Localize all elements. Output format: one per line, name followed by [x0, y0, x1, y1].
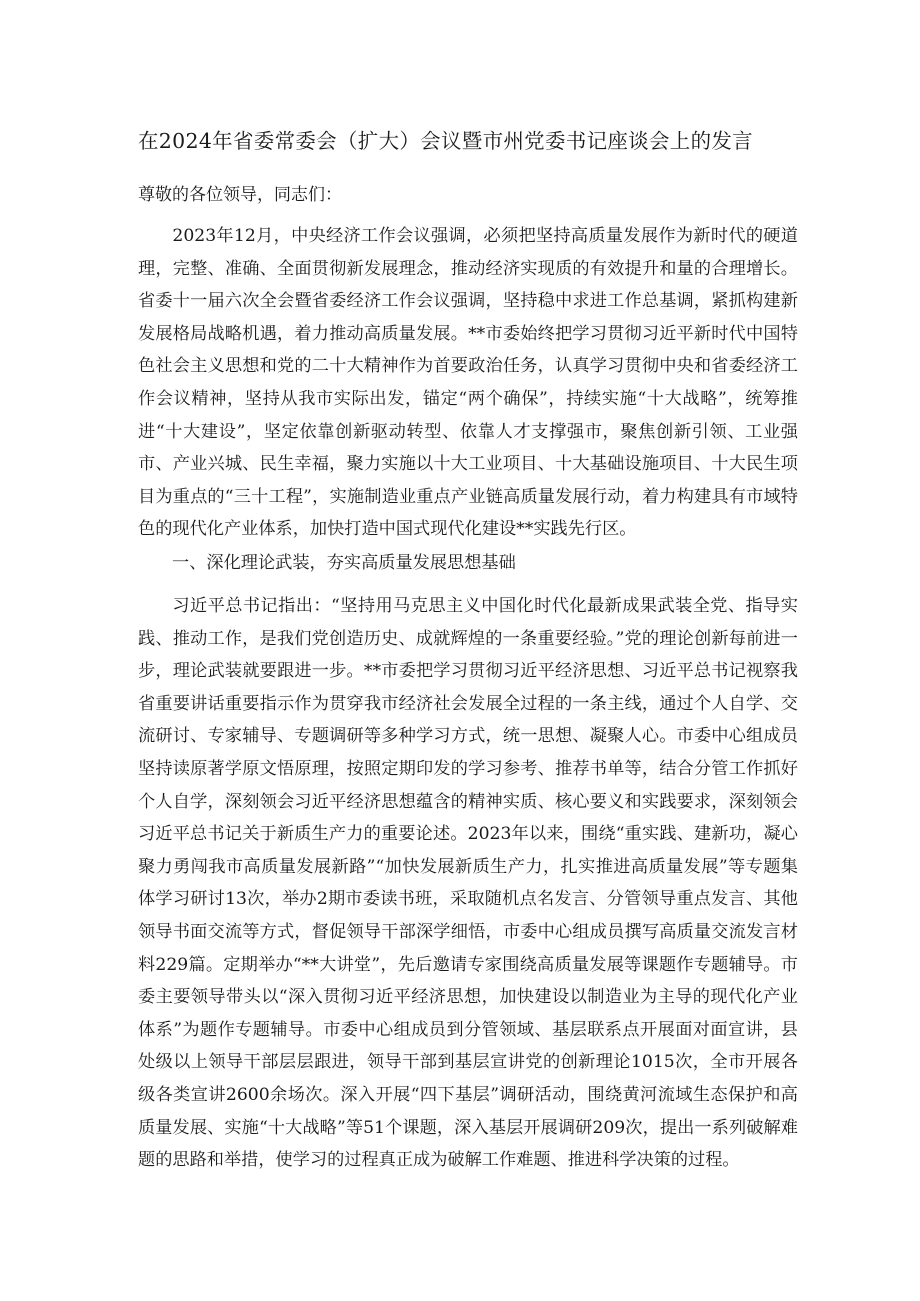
body-paragraph-1: 2023年12月，中央经济工作会议强调，必须把坚持高质量发展作为新时代的硬道理，完整、准确、全面贯彻新发展理念，推动经济实现质的有效提升和量的合理增长。省委十一届六次全会暨省委经济工作会议强调，坚持稳中求进工作总基调，紧抓构建新发展格局战略机遇，着力推动高质量发展。**市委始终把学习贯彻习近平新时代中国特色社会主义思想和党的二十大精神作为首要政治任务，认真学习贯彻中央和省委经济工作会议精神，坚持从我市实际出发，锚定“两个确保”，持续实施“十大战略”，统筹推进“十大建设”，坚定依靠创新驱动转型、依靠人才支撑强市，聚焦创新引领、工业强市、产业兴城、民生幸福，聚力实施以十大工业项目、十大基础设施项目、十大民生项目为重点的“三十工程”，实施制造业重点产业链高质量发展行动，着力构建具有市域特色的现代化产业体系，加快打造中国式现代化建设**实践先行区。 [138, 226, 798, 540]
document-title: 在2024年省委常委会（扩大）会议暨市州党委书记座谈会上的发言 [138, 129, 753, 153]
section-heading-1: 一、深化理论武装，夯实高质量发展思想基础 [172, 553, 516, 573]
salutation: 尊敬的各位领导，同志们： [138, 185, 342, 205]
body-paragraph-2: 习近平总书记指出：“坚持用马克思主义中国化时代化最新成果武装全党、指导实践、推动工作，是我们党创造历史、成就辉煌的一条重要经验。”党的理论创新每前进一步，理论武装就要跟进一步。**市委把学习贯彻习近平经济思想、习近平总书记视察我省重要讲话重要指示作为贯穿我市经济社会发展全过程的一条主线，通过个人自学、交流研讨、专家辅导、专题调研等多种学习方式，统一思想、凝聚人心。市委中心组成员坚持读原著学原文悟原理，按照定期印发的学习参考、推荐书单等，结合分管工作抓好个人自学，深刻领会习近平经济思想蕴含的精神实质、核心要义和实践要求，深刻领会习近平总书记关于新质生产力的重要论述。2023年以来，围绕“重实践、建新功，凝心聚力勇闯我市高质量发展新路”“加快发展新质生产力，扎实推进高质量发展”等专题集体学习研讨13次，举办2期市委读书班，采取随机点名发言、分管领导重点发言、其他领导书面交流等方式，督促领导干部深学细悟，市委中心组成员撰写高质量交流发言材料229篇。定期举办“**大讲堂”，先后邀请专家围绕高质量发展等课题作专题辅导。市委主要领导带头以“深入贯彻习近平经济思想，加快建设以制造业为主导的现代化产业体系”为题作专题辅导。市委中心组成员到分管领域、基层联系点开展面对面宣讲，县处级以上领导干部层层跟进，领导干部到基层宣讲党的创新理论1015次，全市开展各级各类宣讲2600余场次。深入开展“四下基层”调研活动，围绕黄河流域生态保护和高质量发展、实施“十大战略”等51个课题，深入基层开展调研209次，提出一系列破解难题的思路和举措，使学习的过程真正成为破解工作难题、推进科学决策的过程。 [138, 596, 798, 1171]
